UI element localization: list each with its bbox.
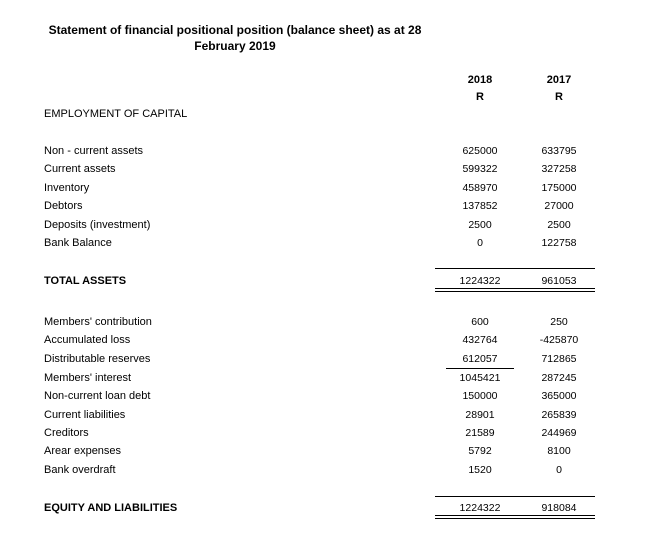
total-assets-double-rule-1	[435, 288, 595, 289]
asset-value-2018: 2500	[468, 219, 492, 231]
statement-title-line2: February 2019	[194, 39, 276, 53]
equity-value-2018: 28901	[465, 409, 495, 421]
equity-label: Accumulated loss	[44, 334, 131, 346]
column-header-2018: 2018	[467, 74, 493, 86]
equity-value-2017: 712865	[541, 353, 577, 365]
equity-value-2018: 1520	[468, 464, 492, 476]
asset-label: Deposits (investment)	[44, 219, 151, 231]
equity-label: Members' contribution	[44, 316, 152, 328]
asset-value-2017: 175000	[541, 182, 577, 194]
asset-label: Bank Balance	[44, 237, 112, 249]
total-assets-2017: 961053	[541, 275, 577, 287]
total-assets-label: TOTAL ASSETS	[44, 275, 127, 287]
equity-value-2018: 432764	[462, 334, 498, 346]
total-equity-2018: 1224322	[459, 502, 501, 514]
column-header-2017: 2017	[546, 74, 572, 86]
equity-value-2018: 150000	[462, 390, 498, 402]
equity-value-2018: 5792	[468, 445, 492, 457]
equity-label: Current liabilities	[44, 409, 126, 421]
equity-value-2018: 600	[471, 316, 489, 328]
equity-value-2017: 250	[550, 316, 568, 328]
asset-label: Current assets	[44, 163, 116, 175]
equity-value-2018: 1045421	[459, 372, 501, 384]
asset-value-2017: 122758	[541, 237, 577, 249]
equity-label: Non-current loan debt	[44, 390, 151, 402]
equity-value-2017: -425870	[539, 334, 579, 346]
asset-value-2018: 625000	[462, 145, 498, 157]
asset-label: Non - current assets	[44, 145, 144, 157]
section-heading: EMPLOYMENT OF CAPITAL	[44, 108, 188, 120]
asset-value-2018: 137852	[462, 200, 498, 212]
asset-label: Debtors	[44, 200, 83, 212]
asset-value-2018: 0	[477, 237, 483, 249]
equity-label: Creditors	[44, 427, 89, 439]
asset-value-2018: 458970	[462, 182, 498, 194]
subtotal-rule	[446, 368, 514, 369]
total-assets-2018: 1224322	[459, 275, 501, 287]
total-assets-double-rule-2	[435, 291, 595, 292]
equity-value-2017: 265839	[541, 409, 577, 421]
equity-label: Bank overdraft	[44, 464, 116, 476]
equity-label: Arear expenses	[44, 445, 122, 457]
equity-value-2017: 8100	[547, 445, 571, 457]
asset-value-2017: 633795	[541, 145, 577, 157]
column-unit-2018: R	[476, 91, 484, 103]
equity-value-2018: 612057	[462, 353, 498, 365]
asset-value-2017: 27000	[544, 200, 574, 212]
equity-value-2017: 0	[556, 464, 562, 476]
asset-value-2017: 2500	[547, 219, 571, 231]
total-equity-label: EQUITY AND LIABILITIES	[44, 502, 178, 514]
total-assets-top-rule	[435, 268, 595, 269]
asset-label: Inventory	[44, 182, 90, 194]
total-equity-top-rule	[435, 496, 595, 497]
equity-value-2017: 287245	[541, 372, 577, 384]
total-equity-2017: 918084	[541, 502, 577, 514]
asset-value-2018: 599322	[462, 163, 498, 175]
total-equity-double-rule-2	[435, 518, 595, 519]
column-unit-2017: R	[555, 91, 563, 103]
equity-value-2017: 244969	[541, 427, 577, 439]
equity-label: Members' interest	[44, 372, 132, 384]
total-equity-double-rule-1	[435, 515, 595, 516]
equity-value-2018: 21589	[465, 427, 495, 439]
statement-title-line1: Statement of financial positional position (balance sheet) as at 28	[48, 23, 422, 37]
equity-label: Distributable reserves	[44, 353, 151, 365]
equity-value-2017: 365000	[541, 390, 577, 402]
asset-value-2017: 327258	[541, 163, 577, 175]
